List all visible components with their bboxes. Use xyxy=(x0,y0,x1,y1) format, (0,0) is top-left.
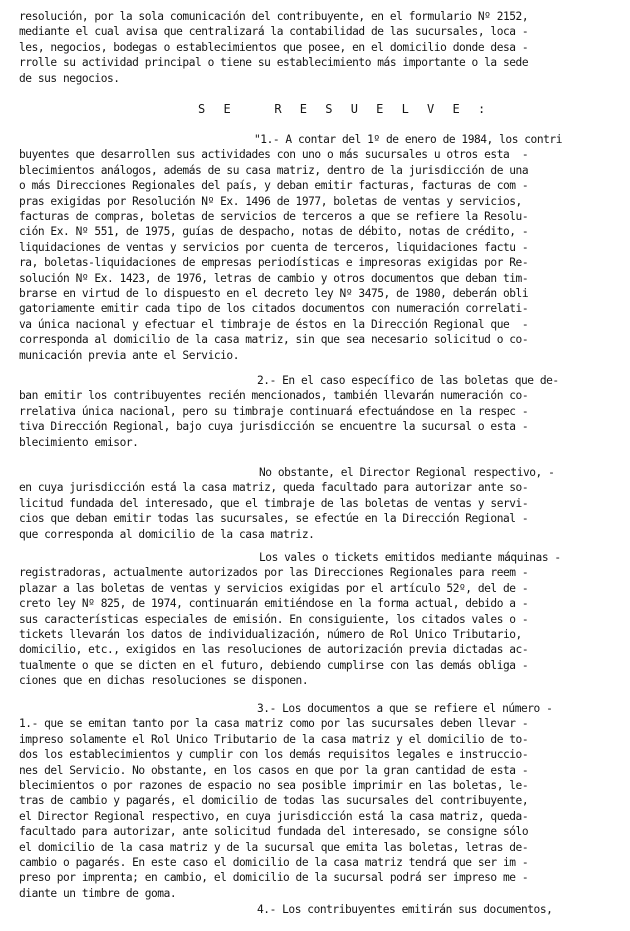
text-line: cambio o pagarés. En este caso el domicilio de la casa matriz tendrá que ser im - xyxy=(19,856,529,869)
text-line: rrolle su actividad principal o tiene su establecimiento más importante o la sede xyxy=(19,56,529,70)
text-line: liquidaciones de ventas y servicios por cuenta de terceros, liquidaciones factu - xyxy=(19,240,529,254)
resolution-heading: S E R E S U E L V E : xyxy=(198,102,491,116)
text-line: 2.- En el caso específico de las boletas que de- xyxy=(257,374,559,387)
text-line: facultado para autorizar, ante solicitud fundada del interesado, se consigne sólo xyxy=(19,825,529,839)
text-line: va única nacional y efectuar el timbraje de éstos en la Dirección Regional que - xyxy=(19,317,529,331)
text-line: nes del Servicio. No obstante, en los casos en que por la gran cantidad de esta - xyxy=(19,763,529,777)
text-line: facturas de compras, boletas de servicios de terceros a que se refiere la Resolu- xyxy=(19,210,529,223)
text-line: pras exigidas por Resolución Nº Ex. 1496 de 1977, boletas de ventas y servicios, xyxy=(19,194,522,208)
text-line: blecimiento emisor. xyxy=(19,435,139,449)
text-line: solución Nº Ex. 1423, de 1976, letras de cambio y otros documentos que deban tim- xyxy=(19,271,529,285)
text-line: mediante el cual avisa que centralizará la contabilidad de las sucursales, loca - xyxy=(19,25,529,39)
text-line: resolución, por la sola comunicación del contribuyente, en el formulario Nº 2152, xyxy=(19,10,529,23)
text-line: registradoras, actualmente autorizados por las Direcciones Regionales para reem - xyxy=(19,566,529,580)
text-line: corresponda al domicilio de la casa matriz, sin que sea necesario solicitud o co- xyxy=(19,333,529,347)
text-line: impreso solamente el Rol Unico Tributario de la casa matriz y el domicilio de to- xyxy=(19,732,529,746)
text-line: brarse en virtud de lo dispuesto en el decreto ley Nº 3475, de 1980, deberán obli xyxy=(19,287,529,300)
text-line: 1.- que se emitan tanto por la casa matriz como por las sucursales deben llevar - xyxy=(19,717,529,731)
text-line: blecimientos o por razones de espacio no sea posible imprimir en las boletas, le- xyxy=(19,779,529,792)
text-line: dos los establecimientos y cumplir con los demás requisitos legales e instruccio- xyxy=(19,748,529,762)
text-line: que corresponda al domicilio de la casa matriz. xyxy=(19,527,315,541)
text-line: domicilio, etc., exigidos en las resoluciones de autorización previa dictadas ac- xyxy=(19,643,529,657)
text-line: les, negocios, bodegas o establecimientos que posee, en el domicilio donde desa - xyxy=(19,40,529,54)
text-line: Los vales o tickets emitidos mediante máquinas - xyxy=(259,551,561,564)
text-line: diante un timbre de goma. xyxy=(19,886,177,900)
text-line: cios que deban emitir todas las sucursales, se efectúe en la Dirección Regional - xyxy=(19,512,529,526)
text-line: tras de cambio y pagarés, el domicilio de todas las sucursales del contribuyente, xyxy=(19,794,529,808)
text-line: creto ley Nº 825, de 1974, continuarán emitiéndose en la forma actual, debido a - xyxy=(19,597,529,611)
text-line: tickets llevarán los datos de individualización, número de Rol Unico Tributario, xyxy=(19,628,522,641)
text-line: tualmente o que se dicten en el futuro, debiendo cumplirse con las demás obliga - xyxy=(19,658,529,672)
text-line: municación previa ante el Servicio. xyxy=(19,348,239,362)
text-line: ban emitir los contribuyentes recién mencionados, también llevarán numeración co- xyxy=(19,389,529,403)
text-line: gatoriamente emitir cada tipo de los citados documentos con numeración correlati- xyxy=(19,302,529,316)
text-line: tiva Dirección Regional, bajo cuya jurisdicción se encuentre la sucursal o esta - xyxy=(19,420,529,434)
text-line: No obstante, el Director Regional respectivo, - xyxy=(259,466,555,479)
text-line: ción Ex. Nº 551, de 1975, guías de despacho, notas de débito, notas de crédito, - xyxy=(19,225,529,239)
text-line: en cuya jurisdicción está la casa matriz, queda facultado para autorizar ante so- xyxy=(19,481,529,495)
text-line: el Director Regional respectivo, en cuya jurisdicción está la casa matriz, queda- xyxy=(19,809,529,823)
text-line: sus características especiales de emisión. En consiguiente, los citados vales o - xyxy=(19,612,529,626)
text-line: blecimientos análogos, además de su casa matriz, dentro de la jurisdicción de una xyxy=(19,163,529,177)
text-line: el domicilio de la casa matriz y de la sucursal que emita las boletas, letras de- xyxy=(19,840,529,854)
text-line: ciones que en dichas resoluciones se disponen. xyxy=(19,674,309,688)
text-line: 4.- Los contribuyentes emitirán sus documentos, xyxy=(257,903,553,916)
text-line: ra, boletas-liquidaciones de empresas periodísticas e impresoras exigidas por Re- xyxy=(19,256,529,270)
text-line: preso por imprenta; en cambio, el domicilio de la sucursal podrá ser impreso me - xyxy=(19,871,529,885)
text-line: 3.- Los documentos a que se refiere el número - xyxy=(257,702,553,715)
text-line: "1.- A contar del 1º de enero de 1984, los contri xyxy=(254,133,562,146)
text-line: rrelativa única nacional, pero su timbraje continuará efectuándose en la respec - xyxy=(19,404,529,418)
text-line: de sus negocios. xyxy=(19,71,120,85)
text-line: buyentes que desarrollen sus actividades con uno o más sucursales u otros esta - xyxy=(19,148,529,162)
text-line: o más Direcciones Regionales del país, y deban emitir facturas, facturas de com - xyxy=(19,179,529,193)
text-line: plazar a las boletas de ventas y servicios exigidas por el artículo 52º, del de - xyxy=(19,581,529,595)
text-line: licitud fundada del interesado, que el timbraje de las boletas de ventas y servi- xyxy=(19,496,529,510)
